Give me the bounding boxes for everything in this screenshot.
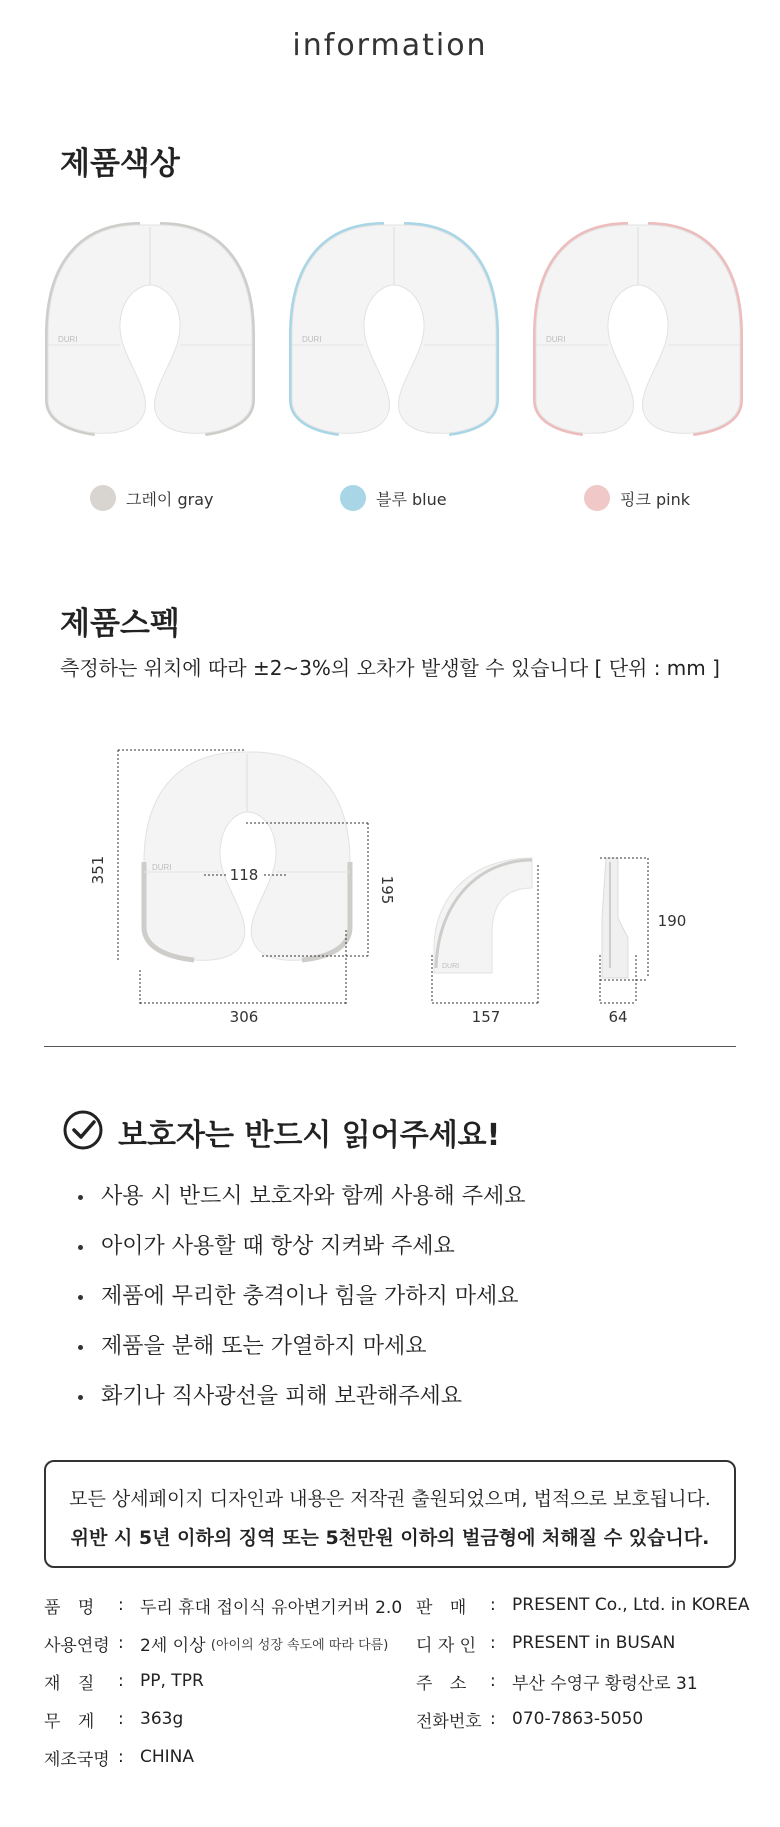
seat-gray-image <box>48 225 252 433</box>
swatch-blue <box>340 485 447 511</box>
brand-logo: DURI <box>442 963 460 970</box>
info-row-origin <box>44 1738 402 1776</box>
page-title: information <box>292 28 488 63</box>
section-divider <box>44 1046 736 1047</box>
colors-heading: 제품색상 <box>60 146 180 182</box>
brand-logo: DURI <box>546 335 566 344</box>
info-colon: : <box>118 1633 124 1653</box>
info-note: (아이의 성장 속도에 따라 다름) <box>210 1637 389 1653</box>
info-value: PRESENT Co., Ltd. in KOREA <box>512 1595 750 1615</box>
info-row-name <box>44 1586 402 1624</box>
seat-pink-image <box>536 225 740 433</box>
warning-list <box>78 1172 526 1422</box>
info-label: 판 매 <box>416 1597 473 1618</box>
info-colon: : <box>490 1595 496 1615</box>
color-dot <box>584 485 610 511</box>
info-colon: : <box>490 1633 496 1653</box>
info-label: 무 게 <box>44 1711 101 1732</box>
notice-line-1: 모든 상세페이지 디자인과 내용은 저작권 출원되었으며, 법적으로 보호됩니다. <box>69 1488 711 1510</box>
brand-logo: DURI <box>302 335 322 344</box>
info-value: 2세 이상 <box>140 1635 206 1656</box>
notice-line-2: 위반 시 5년 이하의 징역 또는 5천만원 이하의 벌금형에 처해질 수 있습니다. <box>70 1527 710 1549</box>
swatch-label: 그레이 gray <box>126 489 214 509</box>
list-item: 제품에 무리한 충격이나 힘을 가하지 마세요 <box>78 1272 526 1322</box>
info-row-phone <box>416 1700 749 1738</box>
warning-heading: 보호자는 반드시 읽어주세요! <box>118 1118 501 1153</box>
info-label: 사용연령 <box>44 1635 110 1656</box>
info-value: 070-7863-5050 <box>512 1709 644 1729</box>
color-dot <box>90 485 116 511</box>
product-info-right <box>416 1586 749 1738</box>
info-label: 전화번호 <box>416 1711 482 1732</box>
info-row-seller <box>416 1586 749 1624</box>
dim-height: 351 <box>89 855 107 885</box>
brand-logo: DURI <box>152 863 172 872</box>
info-value: 부산 수영구 황령산로 31 <box>512 1673 698 1694</box>
info-label: 재 질 <box>44 1673 101 1694</box>
info-colon: : <box>118 1595 124 1615</box>
info-label: 품 명 <box>44 1597 101 1618</box>
swatch-label: 블루 blue <box>376 489 447 509</box>
info-value: PP, TPR <box>140 1671 204 1691</box>
info-colon: : <box>118 1747 124 1767</box>
list-item: 아이가 사용할 때 항상 지켜봐 주세요 <box>78 1222 526 1272</box>
info-row-address <box>416 1662 749 1700</box>
product-info-left <box>44 1586 402 1776</box>
spec-heading: 제품스펙 <box>60 606 180 642</box>
list-item: 사용 시 반드시 보호자와 함께 사용해 주세요 <box>78 1172 526 1222</box>
info-label: 주 소 <box>416 1673 473 1694</box>
info-colon: : <box>118 1671 124 1691</box>
color-variants-image <box>40 215 760 465</box>
spec-diagram <box>0 730 780 1030</box>
info-value: PRESENT in BUSAN <box>512 1633 676 1653</box>
swatch-pink <box>584 485 690 511</box>
dim-inner-width: 118 <box>229 866 259 884</box>
info-label: 디 자 인 <box>416 1635 477 1656</box>
swatch-gray <box>90 485 213 511</box>
info-row-weight <box>44 1700 402 1738</box>
dim-folded-depth: 157 <box>471 1008 501 1026</box>
check-circle-icon <box>62 1109 104 1151</box>
info-value: CHINA <box>140 1747 195 1767</box>
dim-width: 306 <box>229 1008 259 1026</box>
seat-blue-image <box>292 225 496 433</box>
info-row-age <box>44 1624 402 1662</box>
brand-logo: DURI <box>58 335 78 344</box>
info-colon: : <box>490 1709 496 1729</box>
info-row-material <box>44 1662 402 1700</box>
list-item: 화기나 직사광선을 피해 보관해주세요 <box>78 1372 526 1422</box>
info-label: 제조국명 <box>44 1749 110 1770</box>
copyright-notice <box>44 1460 736 1568</box>
list-item: 제품을 분해 또는 가열하지 마세요 <box>78 1322 526 1372</box>
dim-folded-height: 190 <box>657 912 687 930</box>
dim-thickness: 64 <box>608 1008 628 1026</box>
info-row-design <box>416 1624 749 1662</box>
info-colon: : <box>490 1671 496 1691</box>
dim-inner-height: 195 <box>378 875 396 905</box>
info-value: 두리 휴대 접이식 유아변기커버 2.0 <box>140 1597 403 1618</box>
color-dot <box>340 485 366 511</box>
swatch-label: 핑크 pink <box>620 489 691 509</box>
info-value: 363g <box>140 1709 184 1729</box>
spec-note: 측정하는 위치에 따라 ±2~3%의 오차가 발생할 수 있습니다 [ 단위 : mm ] <box>60 656 720 680</box>
info-colon: : <box>118 1709 124 1729</box>
